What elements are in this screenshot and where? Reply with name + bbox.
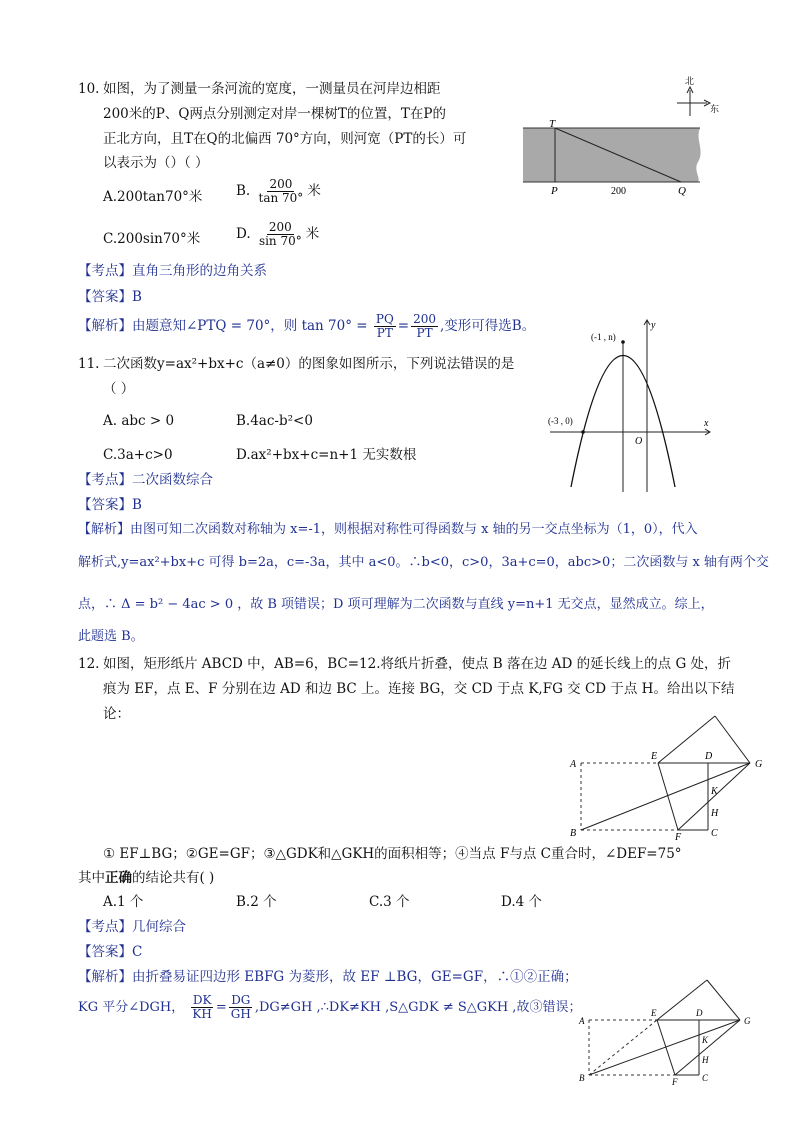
q12-conclusions: ① EF⊥BG；②GE=GF；③△GDK和△GKH的面积相等；④当点 F与点 C重合时，∠DEF=75° bbox=[103, 846, 682, 862]
small-point-k-label: K bbox=[702, 1035, 709, 1045]
point-q-label: Q bbox=[678, 185, 686, 197]
point-f-label: F bbox=[675, 832, 682, 843]
q12-jiexi-line2 bbox=[78, 994, 581, 1021]
q10-option-d-label: D. bbox=[236, 226, 251, 242]
y-axis-label: y bbox=[651, 320, 656, 331]
q10-text-line1: 如图，为了测量一条河流的宽度，一测量员在河岸边相距 bbox=[103, 81, 441, 97]
q11-text-line1: 二次函数y=ax²+bx+c（a≠0）的图象如图所示，下列说法错误的是 bbox=[103, 356, 515, 372]
q10-option-a: A.200tan70°米 bbox=[103, 189, 203, 205]
small-point-a-label: A bbox=[579, 1016, 585, 1026]
q10-option-d bbox=[236, 221, 319, 248]
small-segment-bg bbox=[589, 1020, 740, 1075]
segment-ef bbox=[658, 763, 678, 830]
q12-fold-figure-small bbox=[575, 975, 765, 1087]
q11-jiexi-line1 bbox=[78, 521, 698, 539]
q10-kaodian-tag: 【考点】 bbox=[78, 263, 132, 279]
q12-kaodian-text: 几何综合 bbox=[132, 919, 186, 935]
point-p-label: P bbox=[551, 185, 558, 197]
q11-kaodian-tag: 【考点】 bbox=[78, 472, 132, 488]
q11-jiexi-tag: 【解析】 bbox=[78, 522, 131, 537]
q10-kaodian bbox=[78, 262, 267, 280]
q11-parabola-figure bbox=[545, 312, 715, 497]
q10-option-b bbox=[236, 178, 321, 205]
q12-option-b: B.2 个 bbox=[236, 894, 277, 910]
q12-question-line bbox=[78, 869, 214, 887]
small-point-b-label: B bbox=[579, 1073, 585, 1083]
q11-jiexi-line2: 解析式,y=ax²+bx+c 可得 b=2a，c=-3a，其中 a<0。∴b<0，c>0，3a+c=0，abc>0；二次函数与 x 轴有两个交 bbox=[78, 555, 769, 570]
north-label: 北 bbox=[685, 76, 695, 86]
vertex-point bbox=[621, 340, 625, 344]
root-label: (-3 , 0) bbox=[548, 416, 573, 426]
east-label: 东 bbox=[710, 104, 720, 114]
point-d-label: D bbox=[705, 751, 713, 762]
q10-answer-text: B bbox=[132, 289, 142, 305]
q10-option-b-denominator: tan 70° bbox=[258, 191, 304, 205]
small-segment-ef bbox=[657, 1020, 675, 1075]
q12-answer-text: C bbox=[132, 944, 143, 960]
q12-text-line3: 论： bbox=[103, 706, 130, 722]
q10-jiexi-post: ,变形可得选B。 bbox=[440, 318, 536, 334]
q12-fold-figure bbox=[565, 708, 775, 843]
segment-bg bbox=[581, 763, 750, 830]
q12-answer-tag: 【答案】 bbox=[78, 944, 132, 960]
river-shape bbox=[523, 128, 701, 182]
point-t-label: T bbox=[549, 118, 556, 130]
q11-answer-text: B bbox=[132, 497, 142, 513]
q12-jiexi2-pre: KG 平分∠DGH， bbox=[78, 1000, 185, 1015]
root-point bbox=[581, 430, 585, 434]
q10-option-d-numerator: 200 bbox=[268, 220, 292, 234]
q11-jiexi-text1: 由图可知二次函数对称轴为 x=-1，则根据对称性可得函数与 x 轴的另一交点坐标为（1，0），代入 bbox=[130, 522, 698, 537]
q10-river-figure bbox=[515, 70, 730, 200]
q11-kaodian bbox=[78, 471, 213, 489]
q10-text-line3: 正北方向，且T在Q的北偏西 70°方向，则河宽（PT的长）可 bbox=[103, 131, 467, 147]
q12-kaodian bbox=[78, 918, 186, 936]
q10-jiexi-fraction1 bbox=[374, 313, 396, 340]
q12-question-post: 的结论共有( ) bbox=[132, 870, 215, 886]
q10-kaodian-text: 直角三角形的边角关系 bbox=[132, 263, 267, 279]
point-b-label: B bbox=[570, 828, 577, 839]
q10-jiexi-f2-num: 200 bbox=[413, 312, 437, 326]
point-c-label: C bbox=[711, 828, 718, 839]
small-point-g-label: G bbox=[744, 1016, 751, 1026]
point-k-label: K bbox=[711, 786, 718, 797]
q12-jiexi2-f2-num: DG bbox=[231, 993, 251, 1007]
q11-answer-tag: 【答案】 bbox=[78, 497, 132, 513]
q12-option-c: C.3 个 bbox=[369, 894, 410, 910]
q10-option-c: C.200sin70°米 bbox=[103, 231, 201, 247]
q12-jiexi2-f1-den: KH bbox=[192, 1007, 212, 1021]
q10-jiexi-eq: = bbox=[397, 318, 410, 334]
q10-jiexi-fraction2 bbox=[411, 313, 438, 340]
q10-answer-tag: 【答案】 bbox=[78, 289, 132, 305]
point-g-label: G bbox=[755, 759, 763, 770]
q12-jiexi2-post: ,DG≠GH ,∴DK≠KH ,S△GDK ≠ S△GKH ,故③错误； bbox=[254, 1000, 582, 1015]
q11-option-a: A. abc > 0 bbox=[103, 413, 175, 429]
q12-text-line2: 痕为 EF，点 E、F 分别在边 AD 和边 BC 上。连接 BG，交 CD 于点 K,FG 交 CD 于点 H。给出以下结 bbox=[103, 681, 735, 697]
q10-option-b-label: B. bbox=[236, 183, 251, 199]
q10-text-line4: 以表示为（）（ ） bbox=[103, 155, 209, 171]
q12-number: 12. bbox=[78, 656, 100, 672]
q10-option-d-fraction bbox=[257, 221, 304, 248]
q11-option-c: C.3a+c>0 bbox=[103, 447, 173, 463]
q12-jiexi2-fraction1 bbox=[190, 994, 213, 1021]
q10-jiexi-f1-den: PT bbox=[376, 326, 393, 340]
q10-answer bbox=[78, 288, 142, 306]
q12-text-line1: 如图，矩形纸片 ABCD 中，AB=6，BC=12.将纸片折叠，使点 B 落在边 AD 的延长线上的点 G 处，折 bbox=[103, 656, 732, 672]
x-axis-label: x bbox=[704, 418, 709, 429]
q12-kaodian-tag: 【考点】 bbox=[78, 919, 132, 935]
q11-jiexi-line3: 点，∴ Δ = b² − 4ac > 0 ，故 B 项错误；D 项可理解为二次函数与直线 y=n+1 无交点，显然成立。综上， bbox=[78, 597, 714, 612]
q10-option-b-fraction bbox=[257, 178, 306, 205]
q12-jiexi-line1 bbox=[78, 968, 578, 986]
q12-answer bbox=[78, 943, 142, 961]
small-point-f-label: F bbox=[672, 1077, 678, 1087]
small-segment-top-g bbox=[707, 980, 740, 1020]
q11-text-line2: （ ） bbox=[103, 381, 135, 397]
q10-number: 10. bbox=[78, 81, 100, 97]
q11-answer bbox=[78, 496, 142, 514]
vertex-label: (-1 , n) bbox=[591, 332, 616, 342]
q11-option-b: B.4ac-b²<0 bbox=[236, 413, 313, 429]
q10-option-d-denominator: sin 70° bbox=[258, 234, 302, 248]
segment-top-g bbox=[715, 716, 750, 763]
q12-jiexi2-eq: = bbox=[215, 1000, 227, 1015]
q12-jiexi-tag: 【解析】 bbox=[78, 969, 132, 985]
small-point-h-label: H bbox=[702, 1055, 709, 1065]
q10-option-b-numerator: 200 bbox=[269, 177, 293, 191]
q11-kaodian-text: 二次函数综合 bbox=[132, 472, 213, 488]
point-h-label: H bbox=[711, 808, 719, 819]
q10-jiexi-f1-num: PQ bbox=[375, 312, 394, 326]
small-point-d-label: D bbox=[696, 1008, 703, 1018]
q10-text-line2: 200米的P、Q两点分别测定对岸一棵树T的位置，T在P的 bbox=[103, 106, 447, 122]
small-point-c-label: C bbox=[702, 1073, 709, 1083]
q12-question-bold: 正确 bbox=[105, 870, 132, 886]
q11-jiexi-line4: 此题选 B。 bbox=[78, 629, 144, 644]
q10-jiexi-tag: 【解析】 bbox=[78, 318, 132, 334]
q12-jiexi2-f1-num: DK bbox=[192, 993, 212, 1007]
q10-option-b-unit: 米 bbox=[307, 183, 321, 199]
q10-option-d-unit: 米 bbox=[305, 226, 320, 242]
q10-jiexi-f2-den: PT bbox=[416, 326, 433, 340]
q12-jiexi2-f2-den: GH bbox=[230, 1007, 251, 1021]
distance-label: 200 bbox=[611, 186, 626, 197]
q10-jiexi-pre: 由题意知∠PTQ = 70°，则 tan 70° = bbox=[132, 318, 368, 334]
q11-option-d: D.ax²+bx+c=n+1 无实数根 bbox=[236, 447, 417, 463]
point-a-label: A bbox=[570, 759, 577, 770]
small-segment-fg bbox=[675, 1020, 740, 1075]
point-e-label: E bbox=[651, 751, 658, 762]
q10-jiexi bbox=[78, 313, 535, 340]
small-segment-be bbox=[589, 1020, 657, 1075]
origin-label: O bbox=[635, 436, 643, 447]
q12-jiexi-text1: 由折叠易证四边形 EBFG 为菱形，故 EF ⊥BG，GE=GF，∴①②正确； bbox=[132, 969, 578, 985]
small-point-e-label: E bbox=[651, 1008, 657, 1018]
q12-jiexi2-fraction2 bbox=[229, 994, 253, 1021]
q12-question-pre: 其中 bbox=[78, 870, 105, 886]
q12-option-d: D.4 个 bbox=[501, 894, 543, 910]
q12-option-a: A.1 个 bbox=[103, 894, 144, 910]
q11-number: 11. bbox=[78, 356, 100, 372]
